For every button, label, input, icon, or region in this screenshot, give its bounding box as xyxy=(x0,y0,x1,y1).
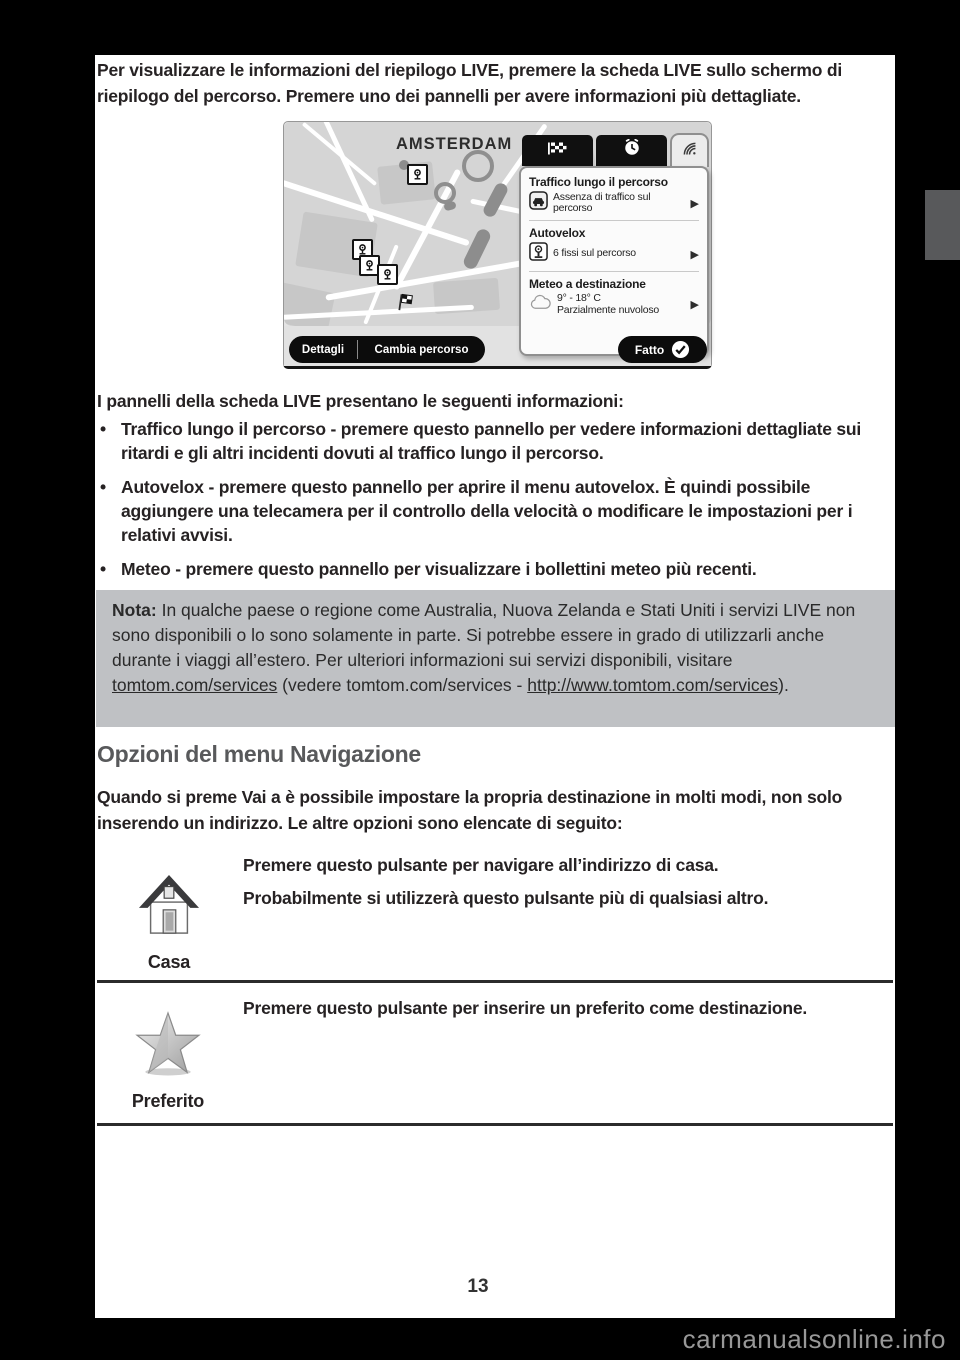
speed-camera-icon xyxy=(529,242,548,266)
destination-flag-icon xyxy=(397,293,415,313)
favorite-button-label: Preferito xyxy=(131,1091,205,1111)
note-text-3: ). xyxy=(778,675,789,695)
section-intro-pre: Quando si preme xyxy=(97,787,242,807)
tab-arrival-time xyxy=(596,135,667,166)
device-screenshot xyxy=(283,121,712,369)
favorite-option-line-1: Premere questo pulsante per inserire un preferito come destinazione. xyxy=(243,998,808,1018)
intro-paragraph: Per visualizzare le informazioni del riepilogo LIVE, premere la scheda LIVE sullo schermo di riepilogo del percorso. Premere uno dei pannelli per avere informazioni più dettagliate. xyxy=(97,60,843,106)
bullet-meteo-lead: Meteo xyxy=(121,559,171,579)
panel-separator xyxy=(529,220,699,221)
row-divider xyxy=(97,1123,893,1126)
panel-weather-text xyxy=(557,293,669,316)
favorite-option-description xyxy=(243,995,818,1028)
home-option-description xyxy=(243,852,888,918)
panel-traffic xyxy=(529,175,699,215)
panel-weather xyxy=(529,277,699,316)
bullet-traffic-lead: Traffico lungo il percorso xyxy=(121,419,326,439)
panel-weather-title: Meteo a destinazione xyxy=(529,277,646,291)
panel-speed-cameras-text: 6 fissi sul percorso xyxy=(553,247,636,260)
done-button xyxy=(618,336,707,363)
cloud-weather-icon xyxy=(529,294,552,315)
bullet-autovelox-text: - premere questo pannello per aprire il menu autovelox. È quindi possibile aggiungere una telecamera per il controllo della velocità o modificare le impostazioni per i relativi avvisi. xyxy=(121,477,853,545)
row-divider xyxy=(97,980,893,983)
done-button-label: Fatto xyxy=(634,342,665,357)
panel-speed-cameras xyxy=(529,226,699,266)
details-change-route-buttons xyxy=(289,336,485,363)
tomtom-services-url-link[interactable]: http://www.tomtom.com/services xyxy=(527,675,779,695)
page-number: 13 xyxy=(467,1276,489,1297)
home-option-line-1: Premere questo pulsante per navigare all’indirizzo di casa. xyxy=(243,855,719,875)
map-water-shape xyxy=(462,227,493,271)
bullet-traffic-text: - premere questo pannello per vedere informazioni dettagliate sui ritardi e gli altri incidenti dovuti al traffico lungo il percorso. xyxy=(121,419,862,463)
note-box xyxy=(96,590,895,727)
map-poi-dot xyxy=(443,201,457,212)
bullet-autovelox-lead: Autovelox xyxy=(121,477,204,497)
map-road xyxy=(302,122,377,186)
home-button xyxy=(130,863,208,951)
note-text-2: (vedere tomtom.com/services - xyxy=(277,675,528,695)
speed-camera-marker-icon xyxy=(407,164,428,185)
map-city-label: AMSTERDAM xyxy=(396,135,513,153)
weather-temperature: 9° - 18° C xyxy=(557,292,601,304)
change-route-button: Cambia percorso xyxy=(374,343,469,356)
weather-condition: Parzialmente nuvoloso xyxy=(557,303,660,316)
chevron-right-icon: ▶ xyxy=(690,299,699,311)
note-text-1: In qualche paese o regione come Australia, Nuova Zelanda e Stati Uniti i servizi LIVE non sono disponibili o lo sono solamente in parte. Si potrebbe essere in grado di utilizzarli anche durante i viaggi all’estero. Per ulteriori informazioni sui servizi disponibili, visitare xyxy=(112,600,856,670)
section-intro-bold: Vai a xyxy=(241,787,281,807)
checkered-flag-icon xyxy=(547,141,569,161)
bullet-traffic xyxy=(97,417,893,465)
live-panels-bullet-list xyxy=(97,417,893,591)
live-panel-body xyxy=(519,166,709,356)
panel-separator xyxy=(529,271,699,272)
panel-traffic-text: Assenza di traffico sul percorso xyxy=(553,190,651,214)
car-traffic-icon xyxy=(529,191,548,215)
chevron-right-icon: ▶ xyxy=(690,248,699,261)
checkmark-icon xyxy=(671,340,690,359)
tomtom-services-link[interactable]: tomtom.com/services xyxy=(112,675,278,695)
chevron-right-icon: ▶ xyxy=(690,197,699,210)
map-water-shape xyxy=(481,181,509,219)
chapter-edge-tab xyxy=(925,190,960,260)
section-heading: Opzioni del menu Navigazione xyxy=(97,741,421,767)
speed-camera-marker-icon xyxy=(377,264,398,285)
tab-live-active xyxy=(670,133,709,167)
scan-border-top xyxy=(0,0,960,55)
live-signal-icon xyxy=(681,140,698,162)
home-icon xyxy=(138,869,200,946)
tab-route-summary xyxy=(522,135,593,166)
note-label: Nota: xyxy=(112,600,157,620)
clock-icon xyxy=(623,139,641,162)
scan-border-left xyxy=(0,0,95,1360)
details-button: Dettagli xyxy=(301,343,345,356)
bullet-meteo xyxy=(97,557,893,581)
home-option-line-2: Probabilmente si utilizzerà questo pulsante più di qualsiasi altro. xyxy=(243,888,769,908)
favorite-button xyxy=(130,1002,206,1090)
section-intro-post: è possibile impostare la propria destinazione in molti modi, non solo inserendo un indirizzo. Le altre opzioni sono elencate di seguito: xyxy=(97,787,843,833)
map-canal-ring xyxy=(462,150,494,182)
live-summary-panel xyxy=(519,133,709,356)
bullet-meteo-text: - premere questo pannello per visualizzare i bollettini meteo più recenti. xyxy=(170,559,757,579)
panel-traffic-title: Traffico lungo il percorso xyxy=(529,175,668,189)
panel-speed-cameras-title: Autovelox xyxy=(529,226,586,240)
bullet-autovelox xyxy=(97,475,893,547)
home-button-label: Casa xyxy=(147,952,191,972)
watermark: carmanualsonline.info xyxy=(682,1324,946,1354)
section-intro xyxy=(97,784,895,836)
favorite-star-icon xyxy=(135,1009,201,1084)
panels-intro: I pannelli della scheda LIVE presentano le seguenti informazioni: xyxy=(97,391,624,411)
